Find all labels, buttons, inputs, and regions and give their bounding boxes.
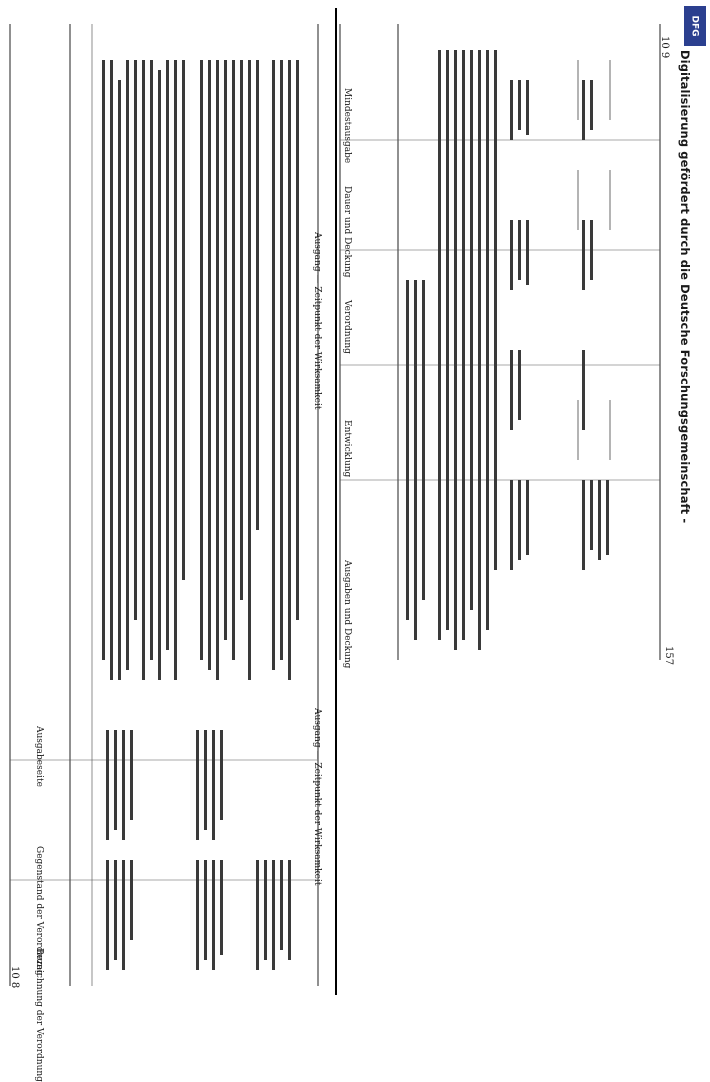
- left-page-body: [100, 40, 310, 700]
- right-table-col-2: Dauer und Deckung: [342, 186, 352, 278]
- dfg-logo: DFG: [684, 6, 706, 46]
- left-page-number: 10 8: [9, 966, 20, 989]
- left-page-header: Ausgang — Zeitpunkt der Wirksamkeit: [312, 708, 322, 886]
- right-page-header: Ausgang — Zeitpunkt der Wirksamkeit: [312, 232, 322, 410]
- dfg-watermark: Digitalisierung gefördert durch die Deutsche Forschungsgemeinschaft -: [678, 50, 692, 524]
- right-table-col-4: Entwicklung: [342, 420, 352, 478]
- footer-page-number: 157: [663, 646, 674, 666]
- left-table-col-3: Bezeichnung der Verordnung: [34, 948, 44, 1082]
- right-table-col-1: Mindestausgabe: [342, 88, 352, 164]
- right-page-body: [404, 40, 654, 650]
- left-table-col-1: Ausgabeseite: [34, 726, 44, 787]
- left-lower-columns: [96, 720, 312, 990]
- right-table-col-5: Ausgaben und Deckung: [342, 560, 352, 669]
- right-page-number: 10 9: [659, 36, 670, 59]
- left-table-col-2: Gegenstand der Verordnung: [34, 846, 44, 976]
- right-table-col-3: Verordnung: [342, 300, 352, 354]
- left-body-lines: [102, 60, 299, 680]
- right-body-lines: [406, 50, 609, 650]
